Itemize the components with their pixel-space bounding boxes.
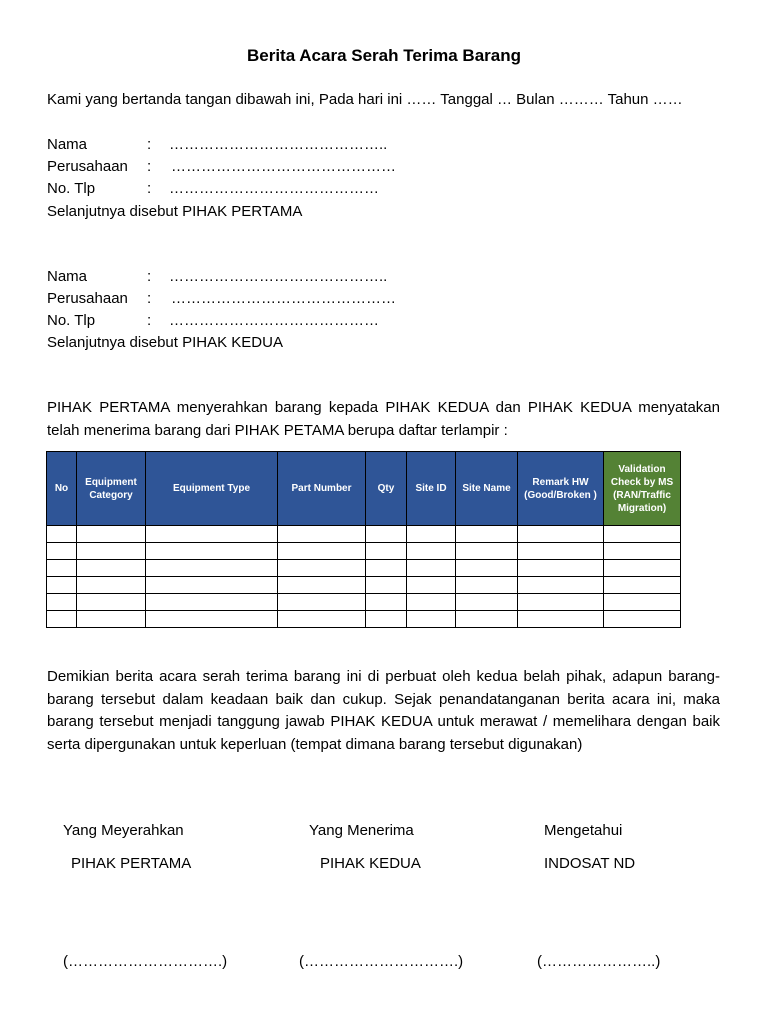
table-cell (456, 611, 518, 628)
table-body (47, 526, 681, 628)
table-cell (47, 577, 77, 594)
table-cell (278, 543, 366, 560)
perusahaan-label: Perusahaan (47, 158, 128, 175)
table-row (47, 526, 681, 543)
header-site-name: Site Name (456, 452, 518, 526)
colon: : (147, 312, 152, 329)
header-equipment-category: Equipment Category (77, 452, 146, 526)
table-cell (407, 526, 456, 543)
table-cell (366, 611, 407, 628)
table-cell (278, 526, 366, 543)
table-cell (77, 577, 146, 594)
table-cell (77, 560, 146, 577)
table-cell (407, 577, 456, 594)
signature-party-3: INDOSAT ND (544, 855, 636, 872)
nama-value: …………………………………….. (169, 136, 388, 153)
table-cell (456, 543, 518, 560)
pihak-pertama-closing: Selanjutnya disebut PIHAK PERTAMA (47, 203, 303, 220)
signature-line-2: (………………………….) (299, 953, 464, 970)
table-cell (146, 560, 278, 577)
table-cell (456, 577, 518, 594)
table-cell (366, 577, 407, 594)
table-cell (146, 577, 278, 594)
table-cell (407, 611, 456, 628)
document-title: Berita Acara Serah Terima Barang (246, 46, 521, 65)
table-cell (47, 543, 77, 560)
header-no: No (47, 452, 77, 526)
equipment-table (46, 451, 681, 628)
table-cell (407, 560, 456, 577)
table-header-row (47, 452, 681, 526)
table-cell (366, 594, 407, 611)
signature-party-2: PIHAK KEDUA (320, 855, 421, 872)
table-cell (278, 577, 366, 594)
signature-line-1: (………………………….) (63, 953, 228, 970)
nama-value: …………………………………….. (169, 268, 388, 285)
table-cell (604, 611, 681, 628)
table-cell (518, 611, 604, 628)
colon: : (147, 136, 152, 153)
colon: : (147, 290, 152, 307)
table-cell (604, 560, 681, 577)
pihak-kedua-nama-field (47, 268, 447, 288)
table-cell (518, 560, 604, 577)
table-cell (456, 594, 518, 611)
table-cell (604, 526, 681, 543)
tlp-value: …………………………………… (169, 180, 379, 197)
pihak-pertama-nama-field (47, 136, 447, 156)
header-validation-check: Validation Check by MS (RAN/Traffic Migration) (604, 452, 681, 526)
table-cell (604, 577, 681, 594)
colon: : (147, 180, 152, 197)
pihak-pertama-perusahaan-field (47, 158, 447, 178)
table-row (47, 543, 681, 560)
table-cell (146, 543, 278, 560)
header-part-number: Part Number (278, 452, 366, 526)
signature-role-3: Mengetahui (544, 822, 623, 839)
nama-label: Nama (47, 136, 88, 153)
table-cell (518, 594, 604, 611)
colon: : (147, 158, 152, 175)
table-cell (47, 594, 77, 611)
pihak-kedua-closing: Selanjutnya disebut PIHAK KEDUA (47, 334, 283, 351)
tlp-label: No. Tlp (47, 180, 96, 197)
pihak-pertama-tlp-field (47, 180, 447, 200)
table-cell (456, 560, 518, 577)
table-cell (77, 543, 146, 560)
table-cell (47, 526, 77, 543)
table-cell (604, 594, 681, 611)
header-site-id: Site ID (407, 452, 456, 526)
perusahaan-value: ……………………………………… (171, 290, 396, 307)
intro-line: Kami yang bertanda tangan dibawah ini, Pada hari ini …… Tanggal … Bulan ……… Tahun …… (47, 91, 683, 108)
table-cell (366, 543, 407, 560)
table-cell (604, 543, 681, 560)
table-cell (77, 611, 146, 628)
table-cell (146, 526, 278, 543)
table-cell (407, 543, 456, 560)
table-cell (47, 560, 77, 577)
header-qty: Qty (366, 452, 407, 526)
perusahaan-label: Perusahaan (47, 290, 128, 307)
table-row (47, 577, 681, 594)
closing-paragraph: Demikian berita acara serah terima barang ini di perbuat oleh kedua belah pihak, adapun barang-barang tersebut dalam keadaan baik dan cukup. Sejak penandatanganan berita acara ini, maka barang tersebut menjadi tanggung jawab PIHAK KEDUA untuk merawat / memelihara dengan baik serta dipergunakan untuk keperluan (tempat dimana barang tersebut digunakan) (47, 668, 720, 753)
table-row (47, 594, 681, 611)
table-cell (278, 594, 366, 611)
table-cell (456, 526, 518, 543)
table-cell (366, 526, 407, 543)
tlp-label: No. Tlp (47, 312, 96, 329)
signature-line-3: (…………………..) (537, 953, 661, 970)
pihak-kedua-tlp-field (47, 312, 447, 332)
signature-party-1: PIHAK PERTAMA (71, 855, 192, 872)
table-cell (146, 594, 278, 611)
perusahaan-value: ……………………………………… (171, 158, 396, 175)
tlp-value: …………………………………… (169, 312, 379, 329)
table-cell (518, 543, 604, 560)
table-cell (366, 560, 407, 577)
table-cell (77, 594, 146, 611)
signature-role-2: Yang Menerima (309, 822, 414, 839)
handover-paragraph: PIHAK PERTAMA menyerahkan barang kepada PIHAK KEDUA dan PIHAK KEDUA menyatakan telah menerima barang dari PIHAK PETAMA berupa daftar terlampir : (47, 399, 720, 439)
nama-label: Nama (47, 268, 88, 285)
table-row (47, 560, 681, 577)
table-cell (278, 611, 366, 628)
table-cell (146, 611, 278, 628)
signature-role-1: Yang Meyerahkan (63, 822, 184, 839)
header-equipment-type: Equipment Type (146, 452, 278, 526)
table-cell (47, 611, 77, 628)
table-cell (518, 526, 604, 543)
table-row (47, 611, 681, 628)
colon: : (147, 268, 152, 285)
table-cell (278, 560, 366, 577)
table-cell (518, 577, 604, 594)
table-cell (407, 594, 456, 611)
header-remark-hw: Remark HW (Good/Broken ) (518, 452, 604, 526)
table-cell (77, 526, 146, 543)
pihak-kedua-perusahaan-field (47, 290, 447, 310)
